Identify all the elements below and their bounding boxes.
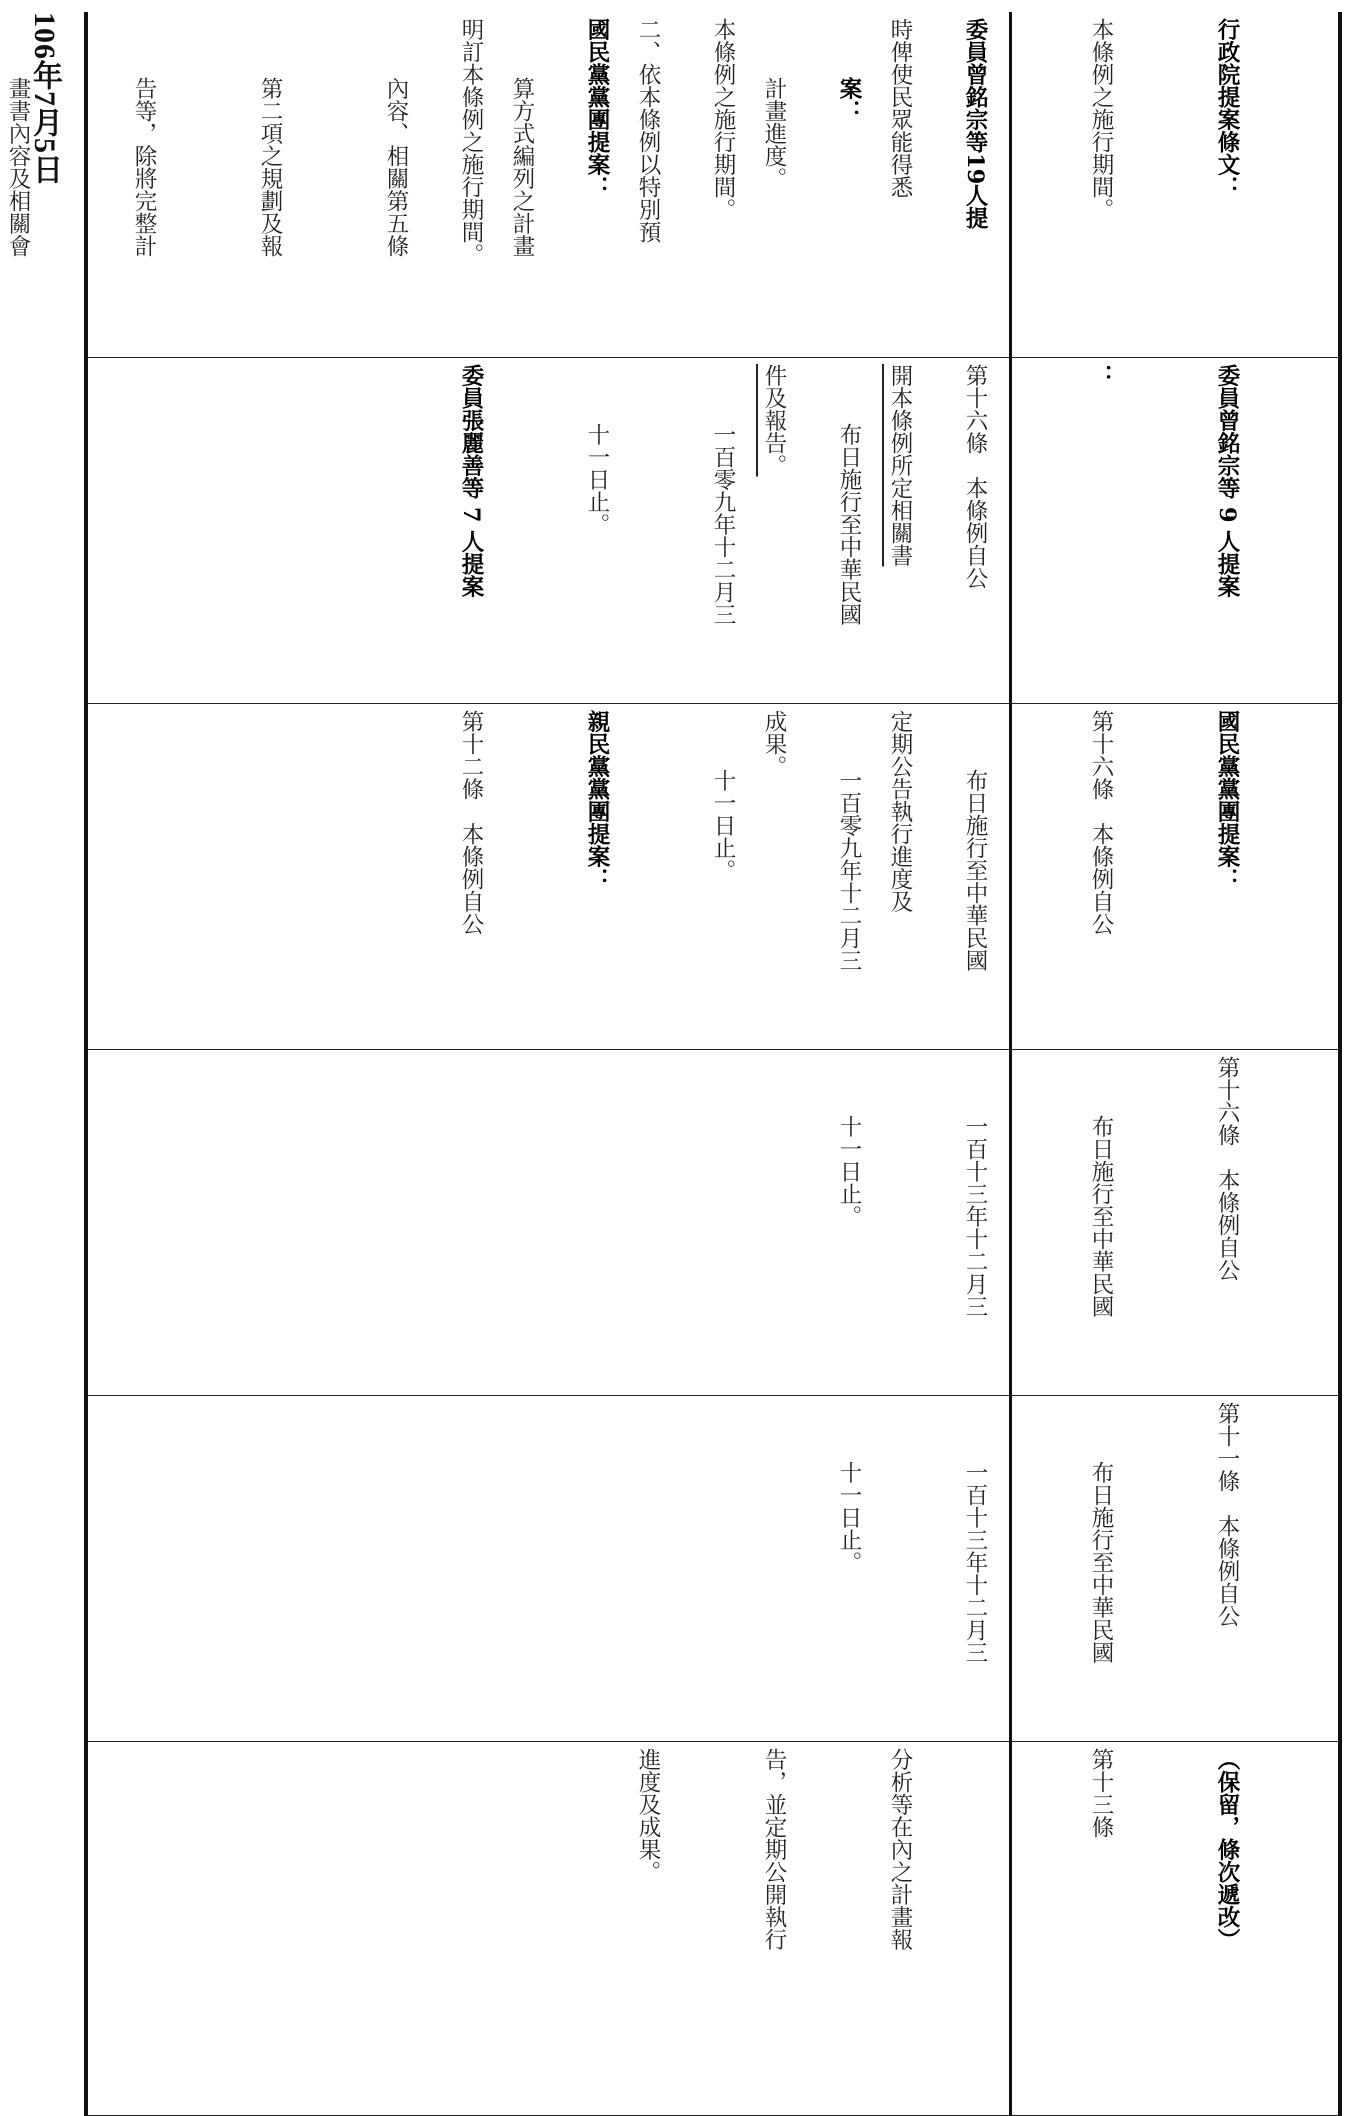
text-line: 十一日止。 bbox=[584, 422, 610, 535]
text-line: 一百十三年十二月三 bbox=[962, 1114, 988, 1317]
table-cell-proposals bbox=[1012, 1742, 1338, 2116]
proposal-heading: 親民黨黨團提案： bbox=[584, 710, 610, 890]
text-line: 布日施行至中華民國 bbox=[1088, 1114, 1114, 1317]
text-line: 一百十三年十二月三 bbox=[962, 1460, 988, 1663]
text-line: 定期公告執行進度及 bbox=[887, 710, 913, 913]
proposal-heading: 委員曾銘宗等 9 人提案 bbox=[1214, 364, 1240, 598]
text-line: 一百零九年十二月三 bbox=[710, 422, 736, 625]
proposal-heading: 委員張麗善等 7 人提案 bbox=[458, 364, 484, 598]
text-line: 告等，除將完整計 bbox=[131, 76, 157, 257]
text-line: 內容、相關第五條 bbox=[383, 76, 409, 257]
text-line: 布日施行至中華民國 bbox=[836, 422, 862, 625]
text-line: 第十六條 本條例自公 bbox=[1088, 710, 1114, 935]
text-line: 告，並定期公開執行 bbox=[761, 1748, 787, 1951]
text-line: 第十六條 本條例自公 bbox=[962, 364, 988, 589]
text-line: 十一日止。 bbox=[710, 768, 736, 881]
table-cell-proposals bbox=[836, 1396, 1338, 1742]
text-line: 本條例之施行期間。 bbox=[1088, 18, 1114, 221]
article-number: 第十三條 bbox=[1088, 1748, 1114, 1838]
text-line: 計畫進度。 bbox=[761, 76, 787, 189]
proposal-heading: ： bbox=[1088, 364, 1114, 387]
text-line: 二、依本條例以特別預 bbox=[635, 18, 661, 243]
text-line: 明訂本條例之施行期間。 bbox=[458, 18, 484, 266]
table-cell-proposals bbox=[836, 1050, 1338, 1396]
text-line: 分析等在內之計畫報 bbox=[887, 1748, 913, 1951]
text-line: 十一日止。 bbox=[836, 1114, 862, 1227]
text-line: 一百零九年十二月三 bbox=[836, 768, 862, 971]
text-line: 布日施行至中華民國 bbox=[962, 768, 988, 971]
proposal-heading: 案： bbox=[836, 76, 862, 122]
text-line: 畫書內容及相關會 bbox=[5, 76, 31, 257]
text-line: 成果。 bbox=[761, 710, 787, 778]
text-line: 第十二條 本條例自公 bbox=[458, 710, 484, 935]
proposal-heading: 行政院提案條文： bbox=[1214, 18, 1240, 198]
text-line: 進度及成果。 bbox=[635, 1748, 661, 1883]
proposal-heading: 國民黨黨團提案： bbox=[584, 18, 610, 198]
text-line: 第十一條 本條例自公 bbox=[1214, 1402, 1240, 1627]
page-header-date: 106年7月5日 bbox=[28, 12, 61, 185]
text-line: 時俾使民眾能得悉 bbox=[887, 18, 913, 198]
text-line: 第十六條 本條例自公 bbox=[1214, 1056, 1240, 1281]
text-line: 布日施行至中華民國 bbox=[1088, 1460, 1114, 1663]
text-line: 算方式編列之計畫 bbox=[509, 76, 535, 257]
proposal-heading: 委員曾銘宗等19人提 bbox=[962, 18, 988, 230]
text-line: 十一日止。 bbox=[836, 1460, 862, 1573]
table-cell-explanation bbox=[88, 1742, 1012, 2116]
proposal-heading: 國民黨黨團提案： bbox=[1214, 710, 1240, 890]
text-line: 開本條例所定相關書 bbox=[887, 364, 913, 567]
text-line: 第二項之規劃及報 bbox=[257, 76, 283, 257]
proposal-heading: （保留，條次遞改） bbox=[1214, 1748, 1240, 1951]
text-line: 本條例之施行期間。 bbox=[710, 18, 736, 221]
text-line: 件及報告。 bbox=[761, 364, 787, 477]
